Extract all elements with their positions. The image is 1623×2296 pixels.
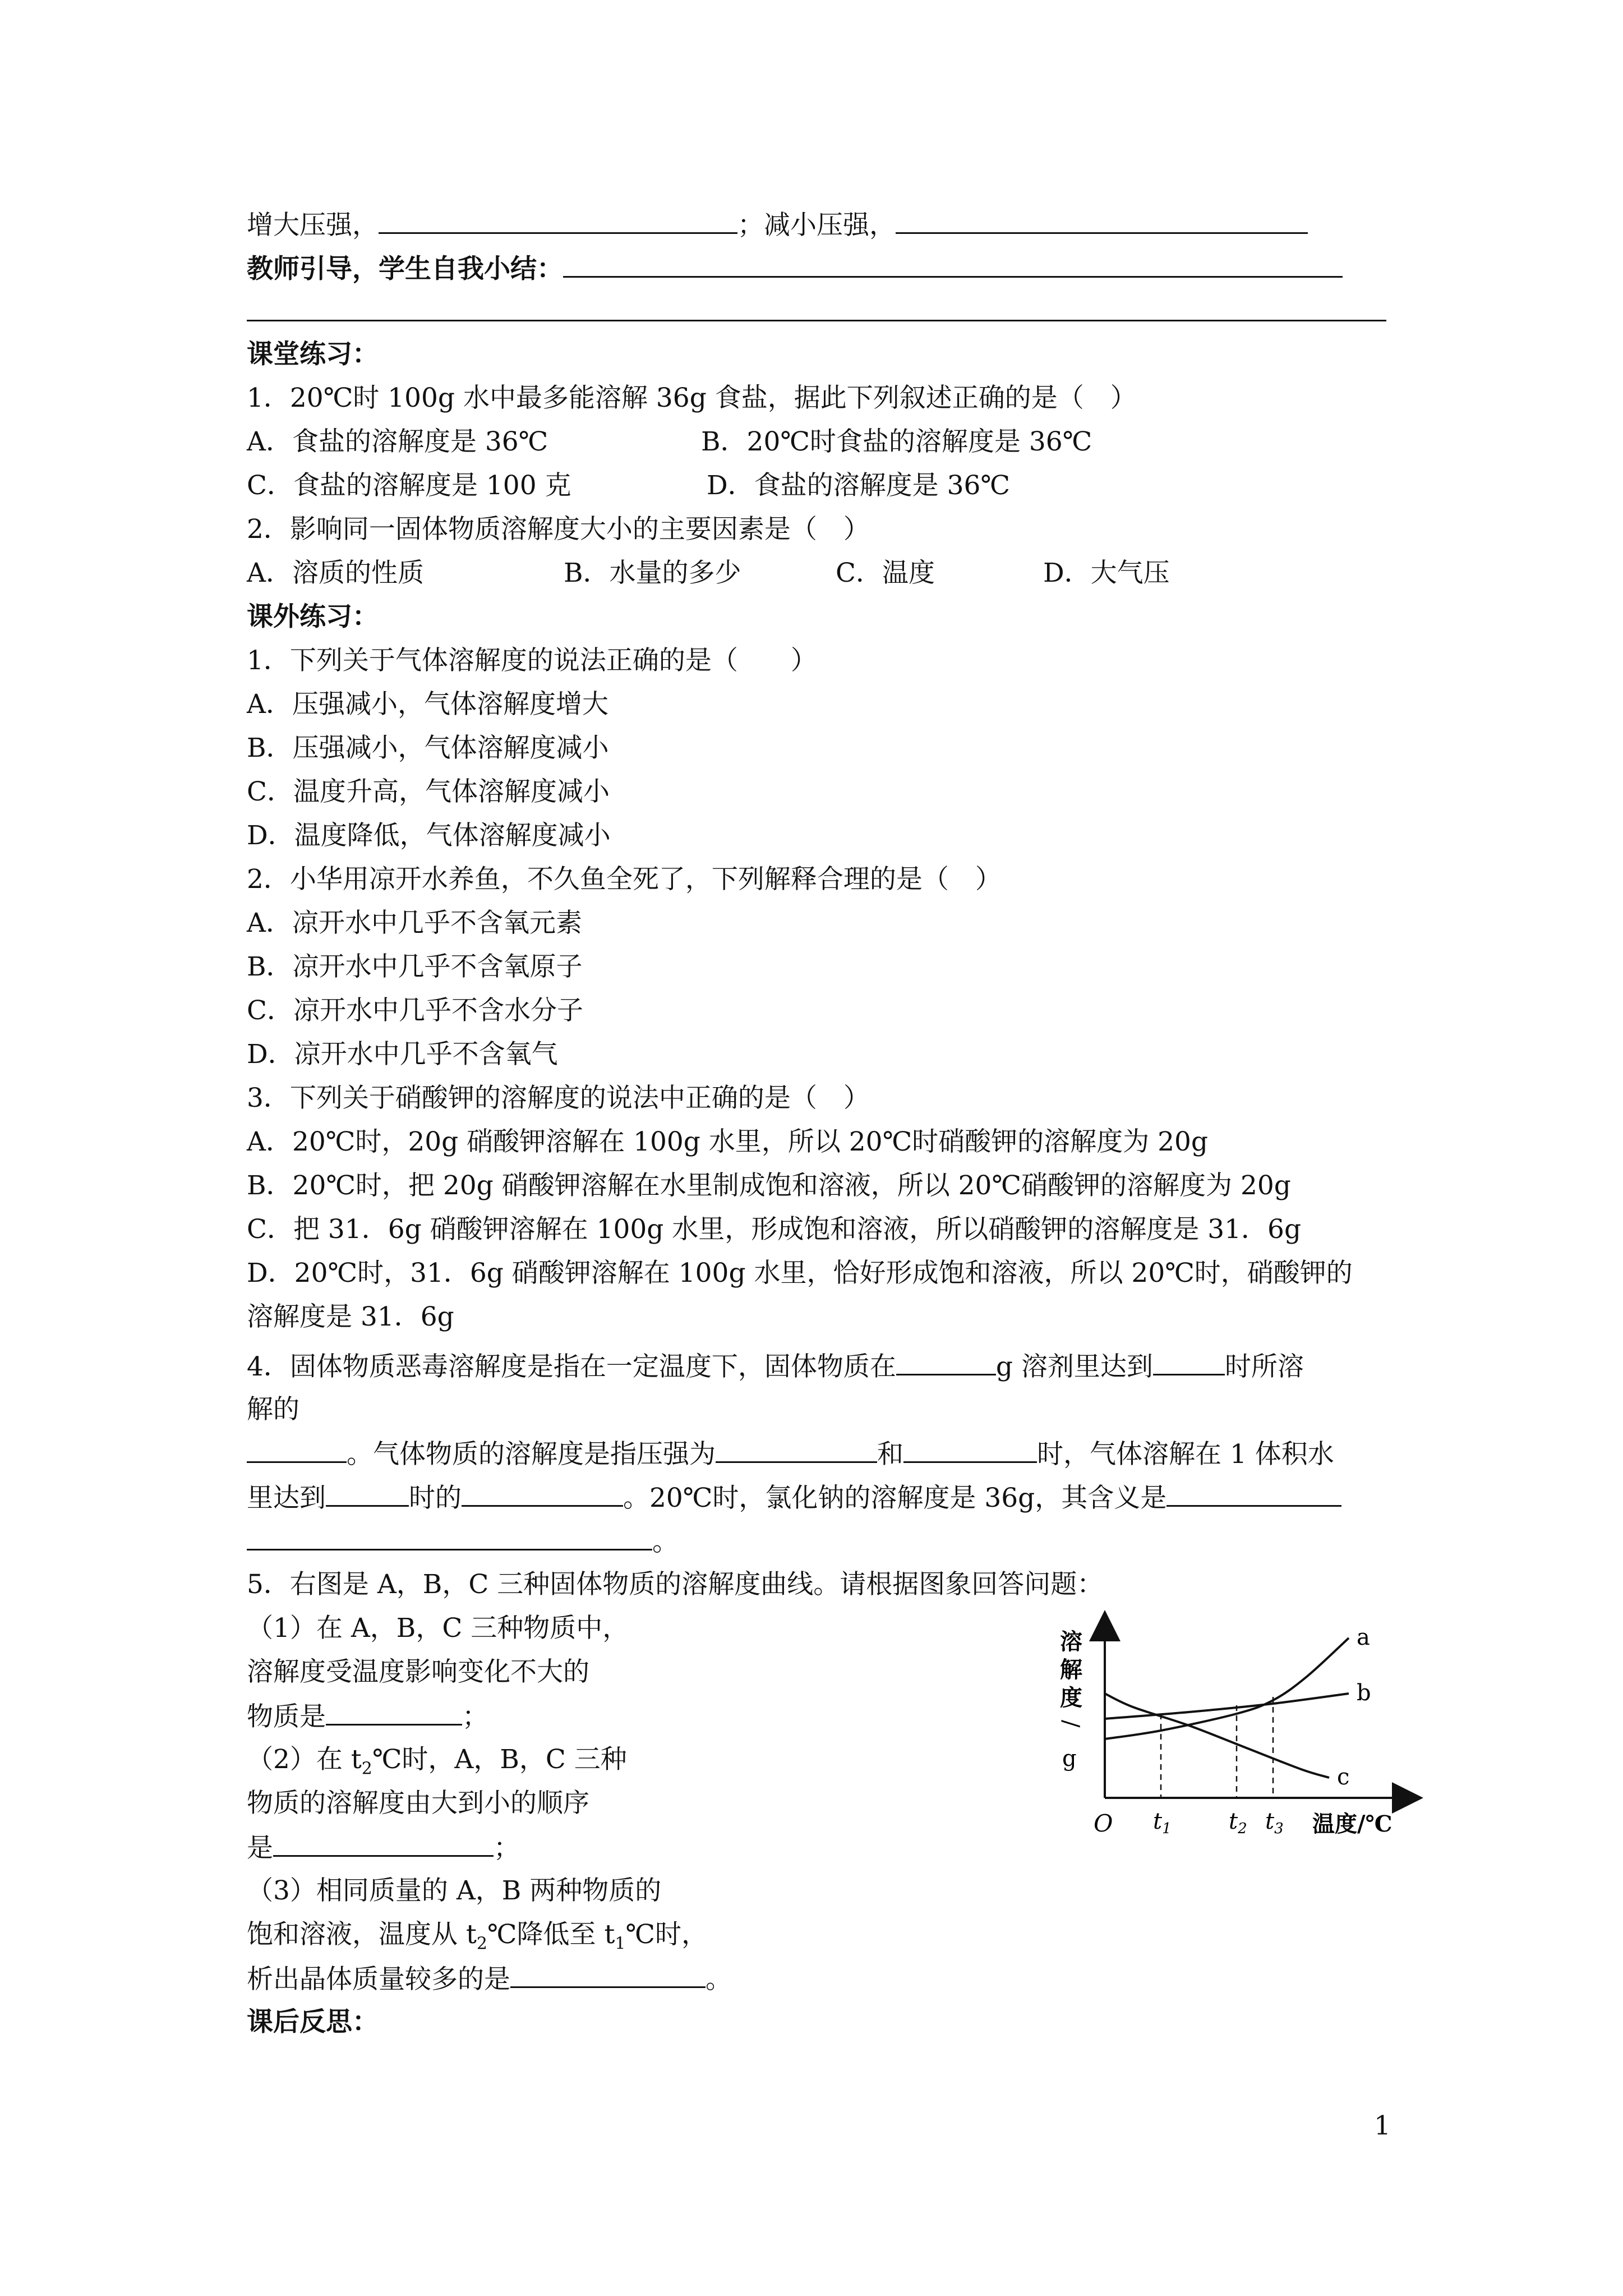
curve-label-a: a [1357, 1625, 1370, 1650]
class-q1: 1．20℃时 100g 水中最多能溶解 36g 食盐，据此下列叙述正确的是（ ） [247, 383, 1137, 413]
q5-part3-text-1: 饱和溶液，温度从 t [247, 1919, 477, 1950]
q5-part2-line1 [247, 1743, 627, 1786]
home-q4-line3 [247, 1437, 1334, 1471]
q4-blank-volume[interactable] [462, 1480, 623, 1507]
home-q3-option-d-line1: D．20℃时，31．6g 硝酸钾溶解在 100g 水里，恰好形成饱和溶液，所以 20℃时，硝酸钾的 [247, 1258, 1353, 1289]
q4-text-9: 。20℃时，氯化钠的溶解度是 36g，其含义是 [623, 1483, 1167, 1513]
q4-end: 。 [652, 1526, 679, 1557]
class-q1-row1 [247, 425, 1092, 459]
q4-text-3: 时所溶 [1224, 1351, 1304, 1382]
y-axis-label-3: 度 [1060, 1685, 1082, 1711]
q5-part2-line3 [247, 1830, 520, 1865]
home-q3: 3．下列关于硝酸钾的溶解度的说法中正确的是（ ） [247, 1083, 870, 1114]
q5-part2-text-2: ℃时，A，B，C 三种 [372, 1744, 627, 1775]
class-q1-option-a: A．食盐的溶解度是 36℃ [247, 426, 548, 457]
q5-part1-end: ； [462, 1701, 488, 1732]
home-q2-option-b: B．凉开水中几乎不含氧原子 [247, 951, 583, 982]
class-q1-option-d: D．食盐的溶解度是 36℃ [707, 470, 1011, 501]
home-q4-line1 [247, 1349, 1304, 1384]
home-q4-line4 [247, 1480, 1341, 1515]
q5-part3-blank[interactable] [510, 1962, 706, 1988]
home-q2-option-c: C．凉开水中几乎不含水分子 [247, 995, 583, 1026]
q5-part2-label: 是 [247, 1833, 273, 1864]
q5-part1-line1: （1）在 A，B，C 三种物质中， [247, 1613, 629, 1644]
x-axis-label: 温度/℃ [1312, 1811, 1393, 1837]
class-q2-option-d: D．大气压 [1043, 558, 1170, 588]
q4-blank-meaning-2[interactable] [247, 1524, 652, 1550]
home-q3-option-b: B．20℃时，把 20g 硝酸钾溶解在水里制成饱和溶液，所以 20℃硝酸钾的溶解度为 20g [247, 1170, 1291, 1201]
home-q1: 1．下列关于气体溶解度的说法正确的是（ ） [247, 645, 817, 676]
home-q5: 5．右图是 A，B，C 三种固体物质的溶解度曲线。请根据图象回答问题： [247, 1569, 1104, 1600]
q5-part1-blank[interactable] [326, 1699, 462, 1726]
q5-part3-text-2: ℃降低至 t [487, 1919, 615, 1950]
home-q1-option-a: A．压强减小，气体溶解度增大 [247, 689, 608, 720]
curve-c [1105, 1694, 1329, 1778]
q5-part2-text: （2）在 t [247, 1744, 362, 1775]
y-axis-label-2: 解 [1060, 1657, 1082, 1683]
q5-part3-sub-2: 1 [615, 1934, 626, 1954]
q4-blank-pressure[interactable] [716, 1437, 877, 1463]
line-pressure [247, 208, 1308, 242]
q4-blank-solvent[interactable] [896, 1349, 996, 1375]
q4-text-6: 时，气体溶解在 1 体积水 [1037, 1439, 1334, 1470]
q5-part1-label: 物质是 [247, 1701, 326, 1732]
class-q2-option-b: B．水量的多少 [564, 558, 741, 588]
q5-part2-line2: 物质的溶解度由大到小的顺序 [247, 1788, 589, 1819]
home-q2-option-a: A．凉开水中几乎不含氧元素 [247, 908, 582, 938]
home-q1-option-d: D．温度降低，气体溶解度减小 [247, 820, 611, 851]
q4-blank-temperature[interactable] [903, 1437, 1037, 1463]
class-q2: 2．影响同一固体物质溶解度大小的主要因素是（ ） [247, 514, 870, 545]
x-tick-t2: $t_2$ [1229, 1809, 1247, 1837]
summary-blank[interactable] [563, 251, 1343, 278]
home-q3-option-d-line2: 溶解度是 31．6g [247, 1301, 454, 1332]
y-axis-label-4: / [1058, 1720, 1083, 1728]
q5-part3-line1: （3）相同质量的 A，B 两种物质的 [247, 1875, 662, 1906]
home-q4-line2: 解的 [247, 1394, 299, 1425]
blank-1[interactable] [379, 208, 737, 234]
home-q3-option-c: C．把 31．6g 硝酸钾溶解在 100g 水里，形成饱和溶液，所以硝酸钾的溶解度是 31．6g [247, 1214, 1302, 1245]
curve-label-b: b [1357, 1680, 1371, 1706]
home-q2-option-d: D．凉开水中几乎不含氧气 [247, 1039, 558, 1070]
x-tick-t3: $t_3$ [1265, 1809, 1284, 1837]
curve-a [1105, 1638, 1349, 1739]
q5-part2-blank[interactable] [273, 1830, 494, 1857]
q5-part2-sub: 2 [361, 1759, 372, 1779]
summary-label: 教师引导，学生自我小结： [247, 254, 563, 284]
home-exercise-heading: 课外练习： [247, 601, 379, 632]
origin-label: O [1094, 1810, 1113, 1837]
home-q3-option-a: A．20℃时，20g 硝酸钾溶解在 100g 水里，所以 20℃时硝酸钾的溶解度为 20g [247, 1126, 1208, 1157]
q4-blank-meaning-1[interactable] [1166, 1480, 1341, 1507]
curve-label-c: c [1337, 1764, 1350, 1790]
q5-part3-sub-1: 2 [476, 1934, 487, 1954]
x-tick-t1: $t_1$ [1153, 1809, 1172, 1837]
class-q2-option-c: C．温度 [836, 558, 935, 588]
q5-part1-line3 [247, 1699, 488, 1734]
class-exercise-heading: 课堂练习： [247, 339, 379, 370]
q4-blank-state[interactable] [1153, 1349, 1225, 1375]
q4-text-1: 4．固体物质恶毒溶解度是指在一定温度下，固体物质在 [247, 1351, 896, 1382]
q4-text-7: 里达到 [247, 1483, 326, 1513]
q5-part3-text-3: ℃时， [625, 1919, 708, 1950]
page-number: 1 [1374, 2110, 1391, 2141]
q5-part1-line2: 溶解度受温度影响变化不大的 [247, 1657, 589, 1687]
q5-part2-end: ； [494, 1833, 520, 1864]
class-q1-option-b: B．20℃时食盐的溶解度是 36℃ [701, 426, 1092, 457]
q5-part3-line2 [247, 1918, 708, 1961]
q4-text-4: 。气体物质的溶解度是指压强为 [347, 1439, 716, 1470]
q5-part3-label: 析出晶体质量较多的是 [247, 1964, 510, 1995]
y-axis-label-5: g [1062, 1746, 1077, 1772]
summary-rule [247, 320, 1386, 321]
q4-blank-mass[interactable] [247, 1437, 347, 1463]
class-q2-option-a: A．溶质的性质 [247, 558, 424, 588]
summary-line [247, 251, 1343, 286]
curve-b [1105, 1694, 1349, 1719]
home-q1-option-c: C．温度升高，气体溶解度减小 [247, 776, 610, 807]
text-decrease-pressure: ；减小压强， [737, 210, 896, 241]
class-q1-row2 [247, 469, 1011, 503]
y-axis-label-1: 溶 [1060, 1628, 1082, 1655]
class-q2-row [247, 556, 1170, 590]
home-q2: 2．小华用凉开水养鱼，不久鱼全死了，下列解释合理的是（ ） [247, 864, 1002, 895]
q4-text-5: 和 [877, 1439, 903, 1470]
q4-text-8: 时的 [409, 1483, 462, 1513]
class-q1-option-c: C．食盐的溶解度是 100 克 [247, 470, 571, 501]
home-q4-line5 [247, 1524, 679, 1559]
q4-text-2: g 溶剂里达到 [995, 1351, 1153, 1382]
reflection-heading: 课后反思： [247, 2007, 379, 2037]
q5-part3-line3 [247, 1962, 732, 1996]
text-increase-pressure: 增大压强， [247, 210, 379, 241]
q4-blank-saturation[interactable] [326, 1480, 409, 1507]
blank-2[interactable] [896, 208, 1308, 234]
home-q1-option-b: B．压强减小，气体溶解度减小 [247, 733, 609, 763]
solubility-chart [1054, 1604, 1424, 1885]
q5-part3-end: 。 [706, 1964, 732, 1995]
